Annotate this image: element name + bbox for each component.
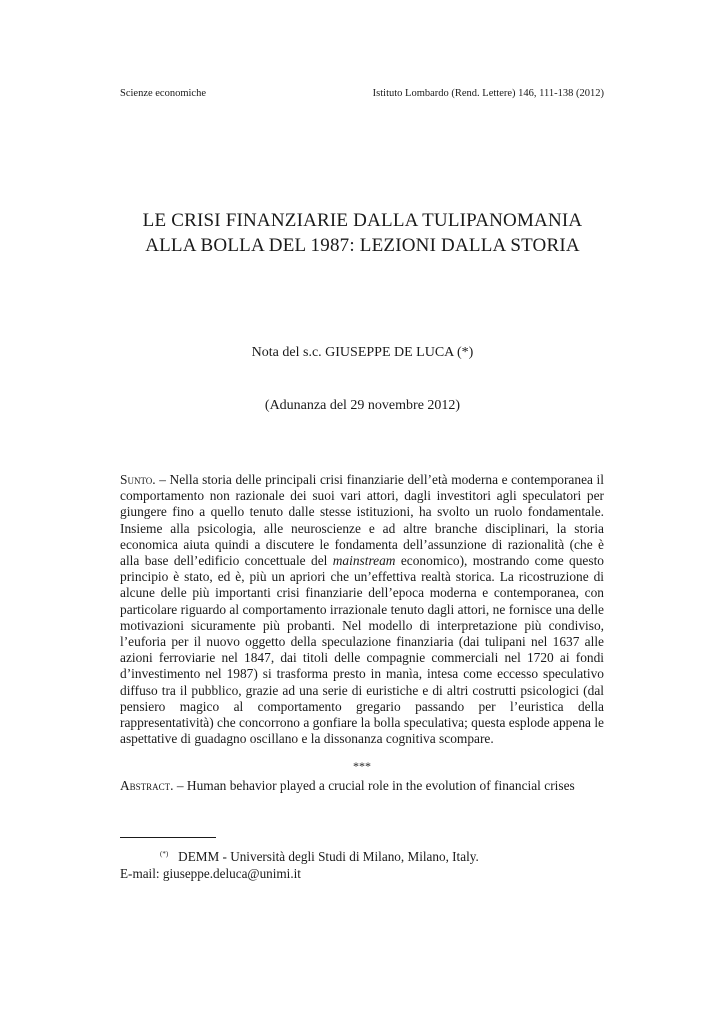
paper-title-line-2: ALLA BOLLA DEL 1987: LEZIONI DALLA STORIA bbox=[145, 235, 580, 256]
sunto-text-part-1: – Nella storia delle principali crisi finanziarie dell’età moderna e contemporanea il comportamento non razionale dei suoi vari attori, dagli investitori agli speculatori per giungere fino a quello tenuto dalle stesse istituzioni, ha svolto un ruolo fondamentale. Insieme alla psicologia, alle neuroscienze e ad altre branche disciplinari, la storia economica aiuta quindi a discutere le fondamenta dell’assunzione di razionalità (che è alla base dell’edificio concettuale del bbox=[120, 472, 604, 569]
author-line: Nota del s.c. GIUSEPPE DE LUCA (*) bbox=[251, 345, 474, 360]
footnote-email: E-mail: giuseppe.deluca@unimi.it bbox=[120, 866, 301, 881]
running-head-section: Scienze economiche bbox=[120, 88, 206, 99]
sunto-label: Sunto. bbox=[120, 472, 156, 487]
running-head bbox=[120, 88, 604, 99]
abstract-paragraph bbox=[120, 778, 604, 794]
footnote-affiliation-line bbox=[120, 846, 604, 865]
abstract-text: – Human behavior played a crucial role in the evolution of financial crises bbox=[173, 778, 575, 793]
footnote-mark: (*) bbox=[160, 850, 169, 858]
sunto-text-part-2: economico), mostrando come questo principio è stato, ed è, più un apriori che un’effettiva realtà storica. La ricostruzione di alcune delle più importanti crisi finanziarie dell’epoca moderna e contemporanea, con particolare riguardo al comportamento irrazionale tenuto dagli attori, ne fornisce una delle motivazioni sicuramente più probanti. Nel modello di interpretazione più condiviso, l’euforia per il nuovo oggetto della speculazione finanziaria (dai tulipani nel 1637 alle azioni ferroviarie nel 1847, dai titoli delle compagnie commerciali nel 1720 ai fondi d’investimento nel 1987) si trasforma presto in manìa, intesa come eccesso speculativo diffuso tra il pubblico, grazie ad una serie di euristiche e di altri costrutti psicologici (dal pensiero magico al comportamento gregario passando per l’euristica della rappresentatività) che concorrono a gonfiare la bolla speculativa; questa esplode appena le aspettative di guadagno oscillano e la dissonanza cognitiva scompare. bbox=[120, 553, 605, 747]
footnote-affiliation: DEMM - Università degli Studi di Milano, Milano, Italy. bbox=[178, 849, 479, 864]
running-head-citation: Istituto Lombardo (Rend. Lettere) 146, 111-138 (2012) bbox=[372, 88, 604, 99]
paper-title bbox=[100, 208, 625, 258]
footnote bbox=[120, 846, 604, 882]
sunto-paragraph bbox=[120, 472, 604, 747]
meeting-date: (Adunanza del 29 novembre 2012) bbox=[264, 398, 461, 413]
paper-title-line-1: LE CRISI FINANZIARIE DALLA TULIPANOMANIA bbox=[142, 210, 583, 231]
section-separator: *** bbox=[353, 759, 371, 773]
abstract-label: Abstract. bbox=[120, 778, 174, 793]
sunto-italic-term: mainstream bbox=[332, 553, 396, 569]
footnote-rule bbox=[120, 837, 216, 838]
